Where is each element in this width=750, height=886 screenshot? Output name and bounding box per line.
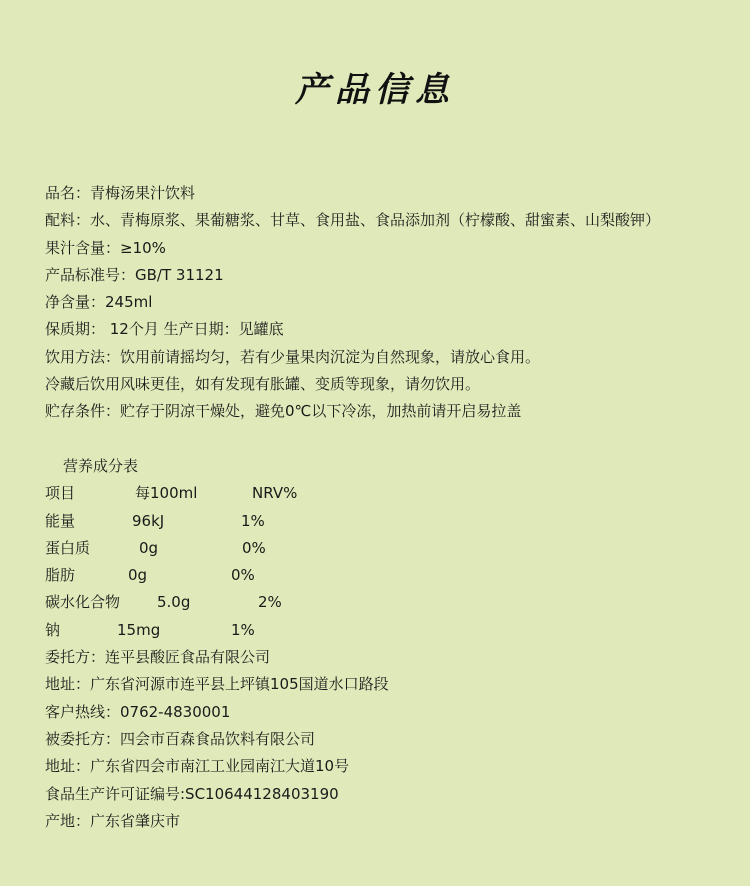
nutrition-header-per: 每100ml — [135, 484, 198, 503]
nutrition-per: 96kJ — [132, 511, 165, 530]
nutrition-header-row — [45, 480, 725, 507]
nutrition-item: 碳水化合物 — [45, 593, 121, 612]
company-line-manufacturer: 被委托方：四会市百森食品饮料有限公司 — [45, 729, 316, 748]
info-line-storage-note: 冷藏后饮用风味更佳，如有发现有胀罐、变质等现象，请勿饮用。 — [45, 375, 481, 394]
nutrition-row-carbohydrate — [45, 589, 725, 616]
product-info — [45, 180, 725, 835]
nutrition-item: 脂肪 — [45, 566, 76, 585]
page-title: 产品信息 — [295, 70, 455, 110]
company-line-license: 食品生产许可证编号:SC10644128403190 — [45, 784, 339, 803]
info-line-net-content: 净含量：245ml — [45, 293, 153, 312]
nutrition-per: 0g — [139, 538, 159, 557]
nutrition-row-protein — [45, 535, 725, 562]
company-line-hotline: 客户热线：0762-4830001 — [45, 702, 231, 721]
company-line-origin: 产地：广东省肇庆市 — [45, 811, 181, 830]
nutrition-nrv: 1% — [231, 620, 255, 639]
info-line-standard: 产品标准号：GB/T 31121 — [45, 265, 224, 284]
info-line-name: 品名：青梅汤果汁饮料 — [45, 184, 196, 202]
nutrition-per: 15mg — [117, 620, 161, 639]
nutrition-row-energy — [45, 508, 725, 535]
nutrition-row-fat — [45, 562, 725, 589]
info-line-usage: 饮用方法：饮用前请摇均匀，若有少量果肉沉淀为自然现象，请放心食用。 — [45, 347, 541, 366]
info-line-storage: 贮存条件：贮存于阴凉干燥处，避免0℃以下冷冻，加热前请开启易拉盖 — [45, 402, 522, 421]
nutrition-nrv: 2% — [258, 593, 282, 612]
company-line-manufacturer-address: 地址：广东省四会市南江工业园南江大道10号 — [45, 757, 350, 776]
nutrition-header-nrv: NRV% — [252, 484, 298, 503]
nutrition-nrv: 1% — [241, 511, 265, 530]
nutrition-nrv: 0% — [231, 566, 255, 585]
nutrition-per: 0g — [128, 566, 148, 585]
info-line-shelf-life: 保质期： 12个月 生产日期：见罐底 — [45, 320, 284, 339]
company-line-entrusting-party: 委托方：连平县酸匠食品有限公司 — [45, 648, 271, 667]
nutrition-item: 钠 — [45, 620, 61, 639]
nutrition-header-item: 项目 — [45, 484, 76, 503]
company-line-address: 地址：广东省河源市连平县上坪镇105国道水口路段 — [45, 675, 389, 694]
nutrition-title: 营养成分表 — [63, 456, 139, 475]
nutrition-nrv: 0% — [242, 538, 266, 557]
nutrition-per: 5.0g — [157, 593, 191, 612]
nutrition-row-sodium — [45, 617, 725, 644]
info-line-juice-content: 果汁含量：≥10% — [45, 238, 166, 257]
info-line-ingredients: 配料：水、青梅原浆、果葡糖浆、甘草、食用盐、食品添加剂（柠檬酸、甜蜜素、山梨酸钾） — [45, 211, 661, 230]
spacer — [45, 426, 725, 453]
nutrition-item: 蛋白质 — [45, 538, 91, 557]
nutrition-item: 能量 — [45, 511, 76, 530]
